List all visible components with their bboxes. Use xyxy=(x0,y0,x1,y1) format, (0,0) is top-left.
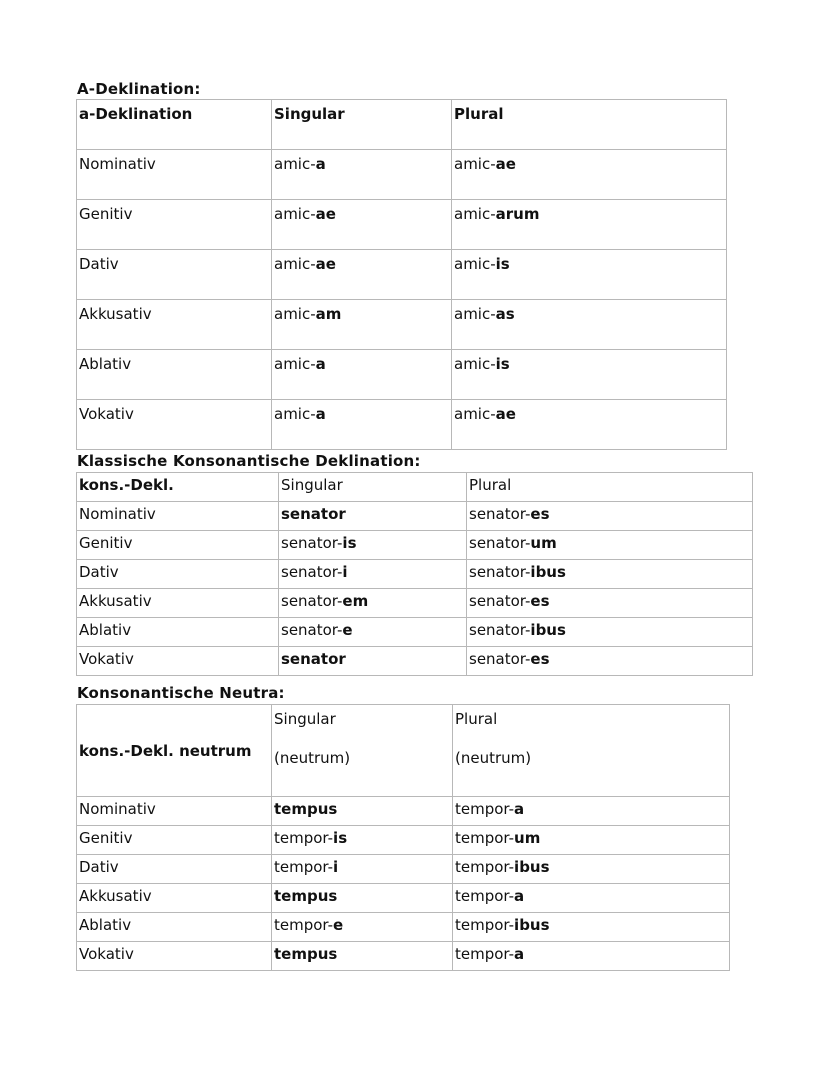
table-row xyxy=(77,797,730,826)
case-label: Genitiv xyxy=(77,531,279,560)
case-label: Vokativ xyxy=(77,400,272,450)
stem: tempor- xyxy=(274,858,334,876)
stem: amic- xyxy=(274,205,316,223)
plural-form xyxy=(453,913,730,942)
table-row xyxy=(77,884,730,913)
plural-form xyxy=(453,884,730,913)
ending: ae xyxy=(495,405,516,423)
table-row xyxy=(77,150,727,200)
stem: senator- xyxy=(281,592,343,610)
stem: senator- xyxy=(469,621,531,639)
singular-form xyxy=(272,797,453,826)
stem: tempor- xyxy=(274,829,334,847)
ending: em xyxy=(342,592,369,610)
stem: senator- xyxy=(469,505,531,523)
table-row xyxy=(77,647,753,676)
singular-form xyxy=(279,618,467,647)
case-label: Akkusativ xyxy=(77,300,272,350)
ending: is xyxy=(495,255,510,273)
case-label: Nominativ xyxy=(77,150,272,200)
ending: ibus xyxy=(530,621,566,639)
table-row xyxy=(77,400,727,450)
stem: amic- xyxy=(454,255,496,273)
singular-form xyxy=(279,531,467,560)
table-row xyxy=(77,350,727,400)
header-singular-sub: (neutrum) xyxy=(274,749,351,767)
table-row xyxy=(77,913,730,942)
ending: am xyxy=(315,305,342,323)
table-row xyxy=(77,855,730,884)
table-header-row xyxy=(77,100,727,150)
singular-form xyxy=(279,502,467,531)
table-row xyxy=(77,250,727,300)
table-row xyxy=(77,531,753,560)
case-label: Ablativ xyxy=(77,350,272,400)
ending: is xyxy=(495,355,510,373)
stem: tempor- xyxy=(455,916,515,934)
stem: senator- xyxy=(469,592,531,610)
ending: ae xyxy=(495,155,516,173)
stem: tempor- xyxy=(455,887,515,905)
singular-form xyxy=(272,250,452,300)
stem: tempor- xyxy=(455,829,515,847)
stem: senator- xyxy=(469,650,531,668)
singular-form xyxy=(279,647,467,676)
ending: a xyxy=(315,405,326,423)
stem: senator- xyxy=(281,621,343,639)
case-label: Nominativ xyxy=(77,502,279,531)
ending: a xyxy=(514,887,525,905)
singular-form xyxy=(279,589,467,618)
section-heading-konsonantische-deklination: Klassische Konsonantische Deklination: xyxy=(77,452,421,470)
plural-form xyxy=(453,826,730,855)
stem: senator- xyxy=(281,534,343,552)
case-label: Dativ xyxy=(77,250,272,300)
plural-form xyxy=(467,502,753,531)
ending: es xyxy=(530,592,550,610)
table-konsonantische-deklination xyxy=(76,472,753,676)
ending: i xyxy=(333,858,339,876)
singular-form xyxy=(272,942,453,971)
ending: senator xyxy=(281,650,346,668)
singular-form xyxy=(272,913,453,942)
plural-form xyxy=(467,560,753,589)
header-declension: kons.-Dekl. neutrum xyxy=(77,705,272,797)
ending: es xyxy=(530,650,550,668)
plural-form xyxy=(452,300,727,350)
header-plural: Plural xyxy=(452,100,727,150)
stem: amic- xyxy=(274,155,316,173)
ending: as xyxy=(495,305,515,323)
table-row xyxy=(77,618,753,647)
plural-form xyxy=(467,618,753,647)
ending: is xyxy=(333,829,348,847)
stem: tempor- xyxy=(455,800,515,818)
header-declension: a-Deklination xyxy=(77,100,272,150)
singular-form xyxy=(272,400,452,450)
singular-form xyxy=(272,884,453,913)
stem: amic- xyxy=(454,205,496,223)
stem: amic- xyxy=(274,405,316,423)
ending: ae xyxy=(315,255,336,273)
section-heading-a-deklination: A-Deklination: xyxy=(77,80,201,98)
stem: tempor- xyxy=(455,945,515,963)
ending: is xyxy=(342,534,357,552)
plural-form xyxy=(467,531,753,560)
singular-form xyxy=(272,855,453,884)
table-row xyxy=(77,589,753,618)
ending: e xyxy=(333,916,344,934)
ending: e xyxy=(342,621,353,639)
stem: amic- xyxy=(454,305,496,323)
table-konsonantische-neutra xyxy=(76,704,730,971)
stem: amic- xyxy=(274,305,316,323)
case-label: Dativ xyxy=(77,560,279,589)
case-label: Genitiv xyxy=(77,200,272,250)
table-a-deklination xyxy=(76,99,727,450)
ending: tempus xyxy=(274,945,338,963)
header-plural: Plural xyxy=(467,473,753,502)
case-label: Ablativ xyxy=(77,618,279,647)
header-plural-sub: (neutrum) xyxy=(455,749,532,767)
plural-form xyxy=(453,855,730,884)
singular-form xyxy=(272,300,452,350)
singular-form xyxy=(272,150,452,200)
case-label: Akkusativ xyxy=(77,884,272,913)
header-singular xyxy=(272,705,453,797)
plural-form xyxy=(467,589,753,618)
stem: amic- xyxy=(274,355,316,373)
plural-form xyxy=(453,797,730,826)
ending: tempus xyxy=(274,887,338,905)
table-row xyxy=(77,502,753,531)
plural-form xyxy=(452,250,727,300)
case-label: Ablativ xyxy=(77,913,272,942)
table-row xyxy=(77,300,727,350)
ending: ibus xyxy=(530,563,566,581)
table-row xyxy=(77,560,753,589)
ending: um xyxy=(530,534,557,552)
plural-form xyxy=(467,647,753,676)
table-row xyxy=(77,200,727,250)
header-declension: kons.-Dekl. xyxy=(77,473,279,502)
singular-form xyxy=(272,200,452,250)
ending: um xyxy=(514,829,541,847)
ending: a xyxy=(514,800,525,818)
header-singular: Singular xyxy=(272,100,452,150)
case-label: Nominativ xyxy=(77,797,272,826)
section-heading-konsonantische-neutra: Konsonantische Neutra: xyxy=(77,684,285,702)
plural-form xyxy=(452,200,727,250)
case-label: Akkusativ xyxy=(77,589,279,618)
stem: amic- xyxy=(454,355,496,373)
ending: a xyxy=(315,155,326,173)
ending: es xyxy=(530,505,550,523)
table-row xyxy=(77,826,730,855)
stem: amic- xyxy=(454,405,496,423)
stem: tempor- xyxy=(455,858,515,876)
ending: a xyxy=(514,945,525,963)
stem: senator- xyxy=(281,563,343,581)
case-label: Dativ xyxy=(77,855,272,884)
ending: a xyxy=(315,355,326,373)
singular-form xyxy=(279,560,467,589)
ending: ibus xyxy=(514,916,550,934)
ending: tempus xyxy=(274,800,338,818)
header-singular-label: Singular xyxy=(274,710,336,728)
ending: arum xyxy=(495,205,540,223)
plural-form xyxy=(452,150,727,200)
ending: ibus xyxy=(514,858,550,876)
stem: amic- xyxy=(274,255,316,273)
table-header-row xyxy=(77,705,730,797)
ending: ae xyxy=(315,205,336,223)
header-singular: Singular xyxy=(279,473,467,502)
singular-form xyxy=(272,826,453,855)
plural-form xyxy=(452,350,727,400)
case-label: Vokativ xyxy=(77,942,272,971)
plural-form xyxy=(452,400,727,450)
table-header-row xyxy=(77,473,753,502)
case-label: Genitiv xyxy=(77,826,272,855)
stem: tempor- xyxy=(274,916,334,934)
stem: senator- xyxy=(469,563,531,581)
ending: senator xyxy=(281,505,346,523)
table-row xyxy=(77,942,730,971)
singular-form xyxy=(272,350,452,400)
ending: i xyxy=(342,563,348,581)
header-plural xyxy=(453,705,730,797)
plural-form xyxy=(453,942,730,971)
stem: amic- xyxy=(454,155,496,173)
stem: senator- xyxy=(469,534,531,552)
header-plural-label: Plural xyxy=(455,710,498,728)
case-label: Vokativ xyxy=(77,647,279,676)
